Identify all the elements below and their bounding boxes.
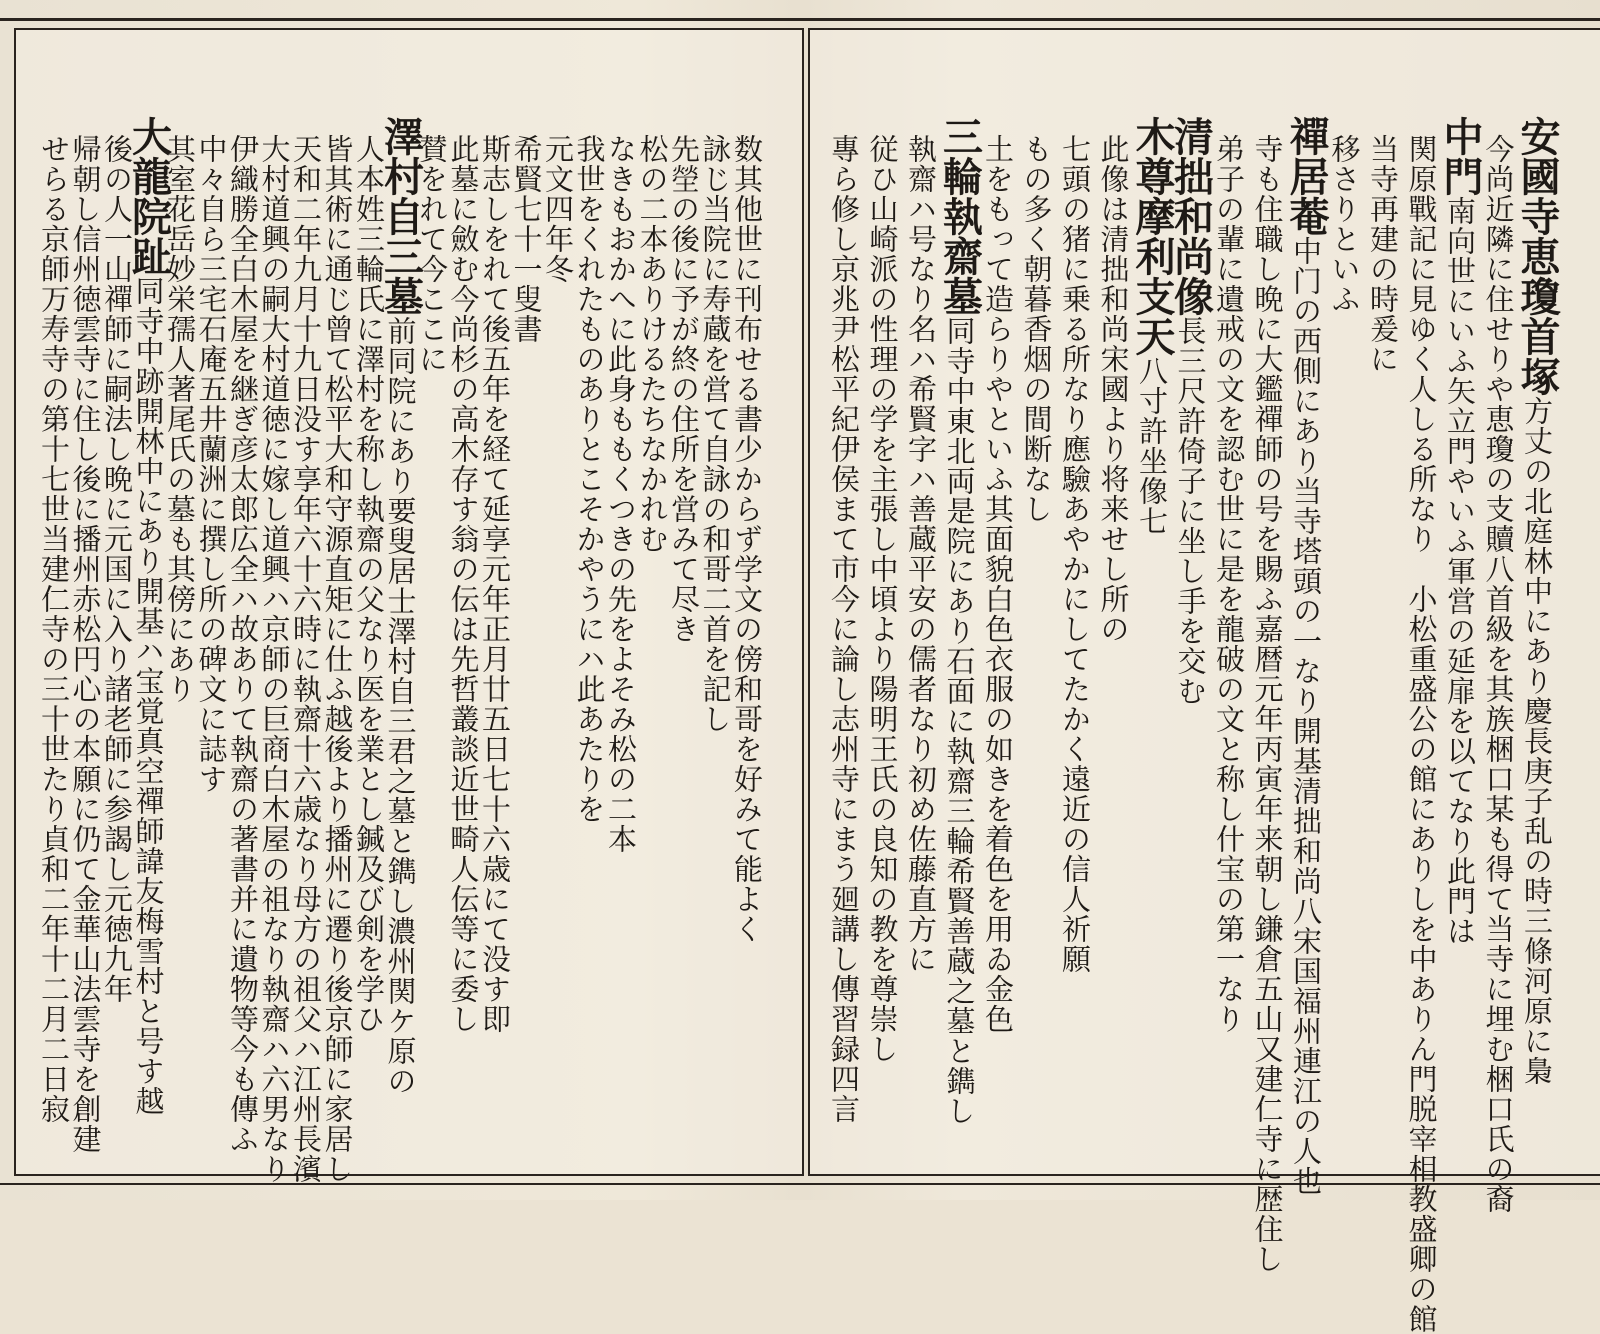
top-border-line [0, 18, 1600, 21]
column-text: 同寺中跡開林中にあり開基ハ宝覚真空禪師諱友梅雪村と号す越 [131, 276, 166, 1116]
text-column [1212, 134, 1246, 1144]
entry-heading: 木尊摩利支天 [1129, 116, 1176, 356]
column-text: 賛をれて今ここに [415, 134, 449, 374]
text-column [1437, 116, 1484, 1144]
text-column [352, 134, 386, 1144]
column-text: もの多く朝暮香烟の間断なし [1019, 134, 1054, 524]
entry-heading: 三輪執齋墓 [936, 116, 984, 316]
column-text: 八寸許坐像七 [1135, 356, 1169, 536]
entry-heading: 禪居菴 [1283, 116, 1330, 236]
column-text: せらる京師万寿寺の第十七世当建仁寺の三十世たり貞和二年十二月二日寂 [37, 134, 71, 1124]
column-text: 同寺中東北両是院にあり石面に執齋三輪希賢善蔵之墓と鐫し [942, 316, 977, 1126]
column-text: 寺も住職し晩に大鑑禪師の号を賜ふ嘉暦元年丙寅年来朝し鎌倉五山又建仁寺に歴住し [1250, 134, 1285, 1274]
column-text: 前同院にあり要叟居士澤村自三君之墓と鐫し濃州関ケ原の [383, 316, 418, 1096]
entry-heading: 大龍院趾 [125, 116, 173, 276]
column-text: 当寺再建の時爰に [1366, 134, 1400, 374]
text-column [257, 134, 292, 1184]
column-text: 斯志しをれて後五年を経て延享元年正月廿五日七十六歳にて没す即 [478, 134, 512, 1034]
column-text: 長三尺許倚子に坐し手を交む [1173, 316, 1208, 706]
text-column [447, 134, 481, 1144]
text-column [163, 134, 197, 1144]
entry-heading: 澤村自三墓 [377, 116, 425, 316]
column-text: 中々自ら三宅石庵五井蘭洲に撰し所の碑文に誌す [194, 134, 229, 794]
column-text: 大村道興の嗣大村道徳に嫁し道興ハ京師の巨商白木屋の祖なり執齋ハ六男なり [257, 134, 292, 1184]
text-column [636, 134, 670, 1144]
entry-heading: 清拙和尚像 [1167, 116, 1215, 316]
text-column [1481, 134, 1516, 1214]
text-column [1097, 134, 1131, 1144]
column-text: 従ひ山崎派の性理の学を主張し中頃より陽明王氏の良知の教を尊崇し [865, 134, 900, 1064]
column-text: 人本姓三輪氏に澤村を称し執齋の父なり医を業とし鍼及び剣を学ひ [352, 134, 386, 1034]
text-column [1167, 116, 1215, 1144]
column-text: 七頭の猪に乗る所なり應驗あやかにしてたかく遠近の信人祈願 [1058, 134, 1092, 974]
column-text: 土をもって造らりやといふ其面貌白色衣服の如きを着色を用ゐ金色 [981, 134, 1015, 1034]
text-column [866, 134, 900, 1144]
column-text: なきもおかへに此身ももくつきの先をよそみ松の二本 [604, 134, 638, 854]
entry-heading: 安國寺恵瓊首塚 [1514, 116, 1561, 396]
left-page [14, 28, 804, 1184]
text-column [377, 116, 425, 1144]
text-column [1328, 134, 1362, 1144]
column-text: 此墓に斂む今尚杉の高木存す翁の伝は先哲叢談近世畸人伝等に委し [446, 134, 481, 1034]
text-column [904, 134, 938, 1144]
column-text: 天和二年九月十九日没す享年六十六時に執齋十六歳なり母方の祖父ハ江州長濱 [289, 134, 323, 1184]
column-text: 我世をくれたものありとこそかやうにハ此あたりを [572, 134, 607, 824]
column-text: 後の人一山禪師に嗣法し晩に元国に入り諸老師に参謁し元徳九年 [100, 134, 134, 1004]
text-column [289, 134, 323, 1184]
column-text: 伊織勝全白木屋を継ぎ彦太郎広全ハ故ありて執齋の著書并に遺物等今も傳ふ [226, 134, 260, 1154]
column-text: 執齋ハ号なり名ハ希賢字ハ善蔵平安の儒者なり初め佐藤直方に [904, 134, 938, 974]
text-column [936, 116, 984, 1144]
text-column [1514, 116, 1561, 1144]
text-column [1129, 116, 1176, 1144]
column-text: 元文四年冬 [541, 134, 575, 284]
text-column [604, 134, 638, 1144]
text-column [195, 134, 229, 1144]
right-page [808, 28, 1600, 1334]
text-column [981, 134, 1015, 1144]
text-column [1020, 134, 1054, 1144]
column-text: 数其他世に刊布せる書少からず学文の傍和哥を好みて能よく [730, 134, 764, 944]
text-column [541, 134, 575, 1144]
text-column [730, 134, 764, 1144]
text-column [1283, 116, 1330, 1196]
column-text: 移さりといふ [1327, 134, 1362, 314]
column-text: 弟子の輩に遺戒の文を認む世に是を龍破の文と称し什宝の第一なり [1212, 134, 1246, 1034]
text-column [478, 134, 512, 1144]
column-text: 今尚近隣に住せりや恵瓊の支贖八首級を其族梱口某も得て当寺に埋む梱口氏の裔 [1481, 134, 1516, 1214]
text-column [1404, 134, 1439, 1334]
column-text: 其室花岳妙栄孺人著尾氏の墓も其傍にあり [163, 134, 197, 704]
text-column [827, 134, 861, 1144]
column-text: 方丈の北庭林中にあり慶長庚子乱の時三條河原に梟 [1520, 396, 1554, 1086]
column-text: 皆其術に通じ曾て松平大和守源直矩に仕ふ越後より播州に遷り後京師に家居し [320, 134, 355, 1184]
text-column [573, 134, 607, 1144]
entry-heading: 中門 [1437, 116, 1484, 196]
column-text: 南向世にいふ矢立門やいふ軍営の延扉を以てなり此門は [1443, 196, 1477, 946]
column-text: 先塋の後に予が終の住所を営みて尽き [667, 134, 701, 644]
bottom-border-line [0, 1183, 1600, 1185]
text-column [510, 134, 544, 1144]
text-column [125, 116, 173, 1144]
column-text: 此像は清拙和尚宋國より将来せし所の [1096, 134, 1131, 644]
text-column [1250, 134, 1285, 1274]
column-text: 詠じ当院に寿蔵を営て自詠の和哥二首を記し [698, 134, 733, 734]
text-column [320, 134, 355, 1184]
text-column [1058, 134, 1092, 1144]
column-text: 帰朝し信州徳雲寺に住し後に播州赤松円心の本願に仍て金華山法雲寺を創建 [68, 134, 103, 1154]
column-text: 專ら修し京兆尹松平紀伊侯まて市今に論し志州寺にまう廻講し傳習録四言 [827, 134, 861, 1124]
text-column [1366, 134, 1400, 1144]
column-text: 松の二本ありけるたちなかれむ [635, 134, 670, 554]
text-column [100, 134, 134, 1144]
text-column [667, 134, 701, 1144]
text-column [37, 134, 71, 1144]
text-column [699, 134, 733, 1144]
text-column [226, 134, 260, 1154]
column-text: 中门の西側にあり当寺塔頭の一なり開基清拙和尚八宋国福州連江の人也 [1289, 236, 1323, 1196]
column-text: 関原戰記に見ゆく人しる所なり 小松重盛公の館にありしを中ありん門脱宰相教盛卿の館 [1404, 134, 1439, 1334]
column-text: 希賢七十一叟書 [509, 134, 544, 344]
text-column [68, 134, 103, 1154]
